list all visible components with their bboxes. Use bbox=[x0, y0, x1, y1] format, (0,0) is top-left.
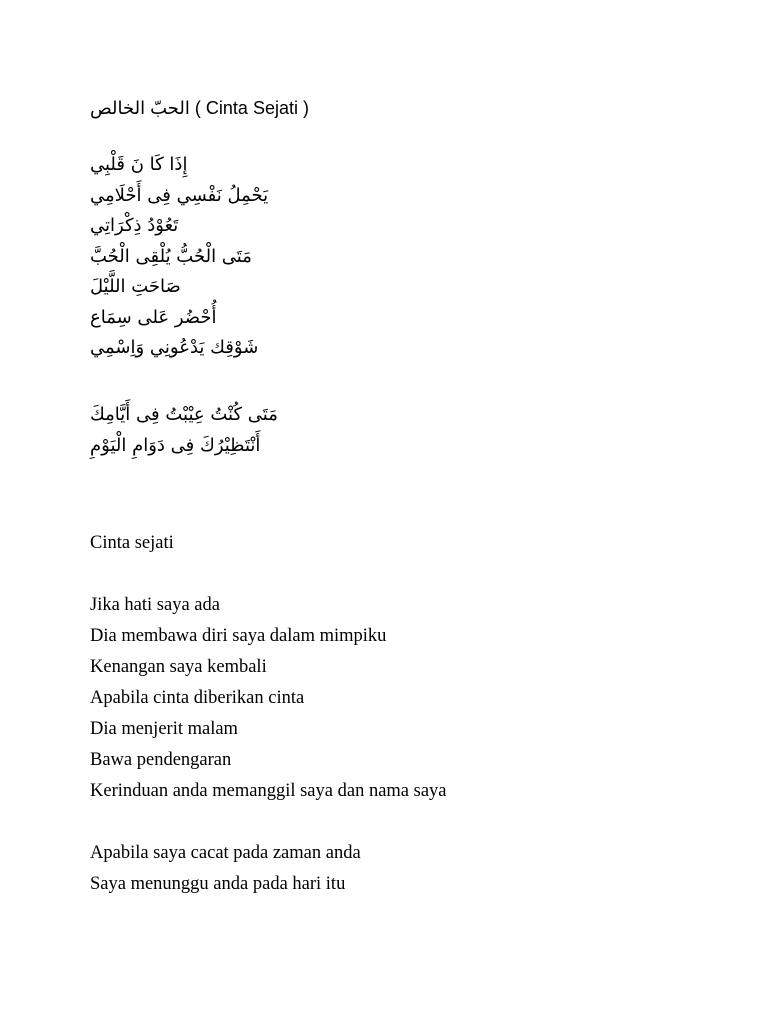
translation-title: Cinta sejati bbox=[90, 533, 174, 553]
translation-line: Saya menunggu anda pada hari itu bbox=[90, 874, 346, 894]
translation-line: Kerinduan anda memanggil saya dan nama saya bbox=[90, 781, 447, 801]
translation-line: Dia menjerit malam bbox=[90, 719, 238, 739]
translation-stanza-1 bbox=[90, 590, 447, 807]
arabic-line: مَتَى كُنْتُ عِيْبْتُ فِى أَيَّامِكَ bbox=[90, 404, 278, 425]
translation-line: Jika hati saya ada bbox=[90, 595, 220, 615]
title-latin: ( Cinta Sejati ) bbox=[194, 98, 309, 118]
arabic-line: صَاحَتِ اللَّيْلَ bbox=[90, 276, 181, 297]
arabic-line: أَنْتَظِيْرُكَ فِى دَوَامِ الْيَوْمِ bbox=[90, 434, 261, 456]
arabic-line: شَوْقِك يَدْعُونِي وَاِسْمِي bbox=[90, 337, 259, 358]
title-arabic: الحبّ الخالص bbox=[90, 98, 190, 118]
arabic-stanza-2 bbox=[90, 400, 350, 461]
translation-line: Apabila cinta diberikan cinta bbox=[90, 688, 305, 708]
arabic-stanza-1 bbox=[90, 150, 350, 364]
translation-line: Dia membawa diri saya dalam mimpiku bbox=[90, 626, 387, 646]
arabic-line: إِذَا كَا نَ قَلْبِي bbox=[90, 154, 188, 175]
arabic-line: يَحْمِلُ نَفْسِي فِى أَحْلَامِي bbox=[90, 184, 269, 206]
poem-title bbox=[90, 96, 309, 120]
translation-line: Bawa pendengaran bbox=[90, 750, 232, 770]
translation-line: Apabila saya cacat pada zaman anda bbox=[90, 843, 361, 863]
arabic-line: أُحْضُر عَلى سِمَاع bbox=[90, 306, 217, 328]
arabic-line: تَعُوْدُ ذِكْرَاتِي bbox=[90, 215, 179, 236]
translation-line: Kenangan saya kembali bbox=[90, 657, 267, 677]
arabic-line: مَتَى الْحُبُّ يُلْقِى الْحُبَّ bbox=[90, 245, 252, 267]
translation-title-block bbox=[90, 528, 174, 559]
translation-stanza-2 bbox=[90, 838, 361, 900]
